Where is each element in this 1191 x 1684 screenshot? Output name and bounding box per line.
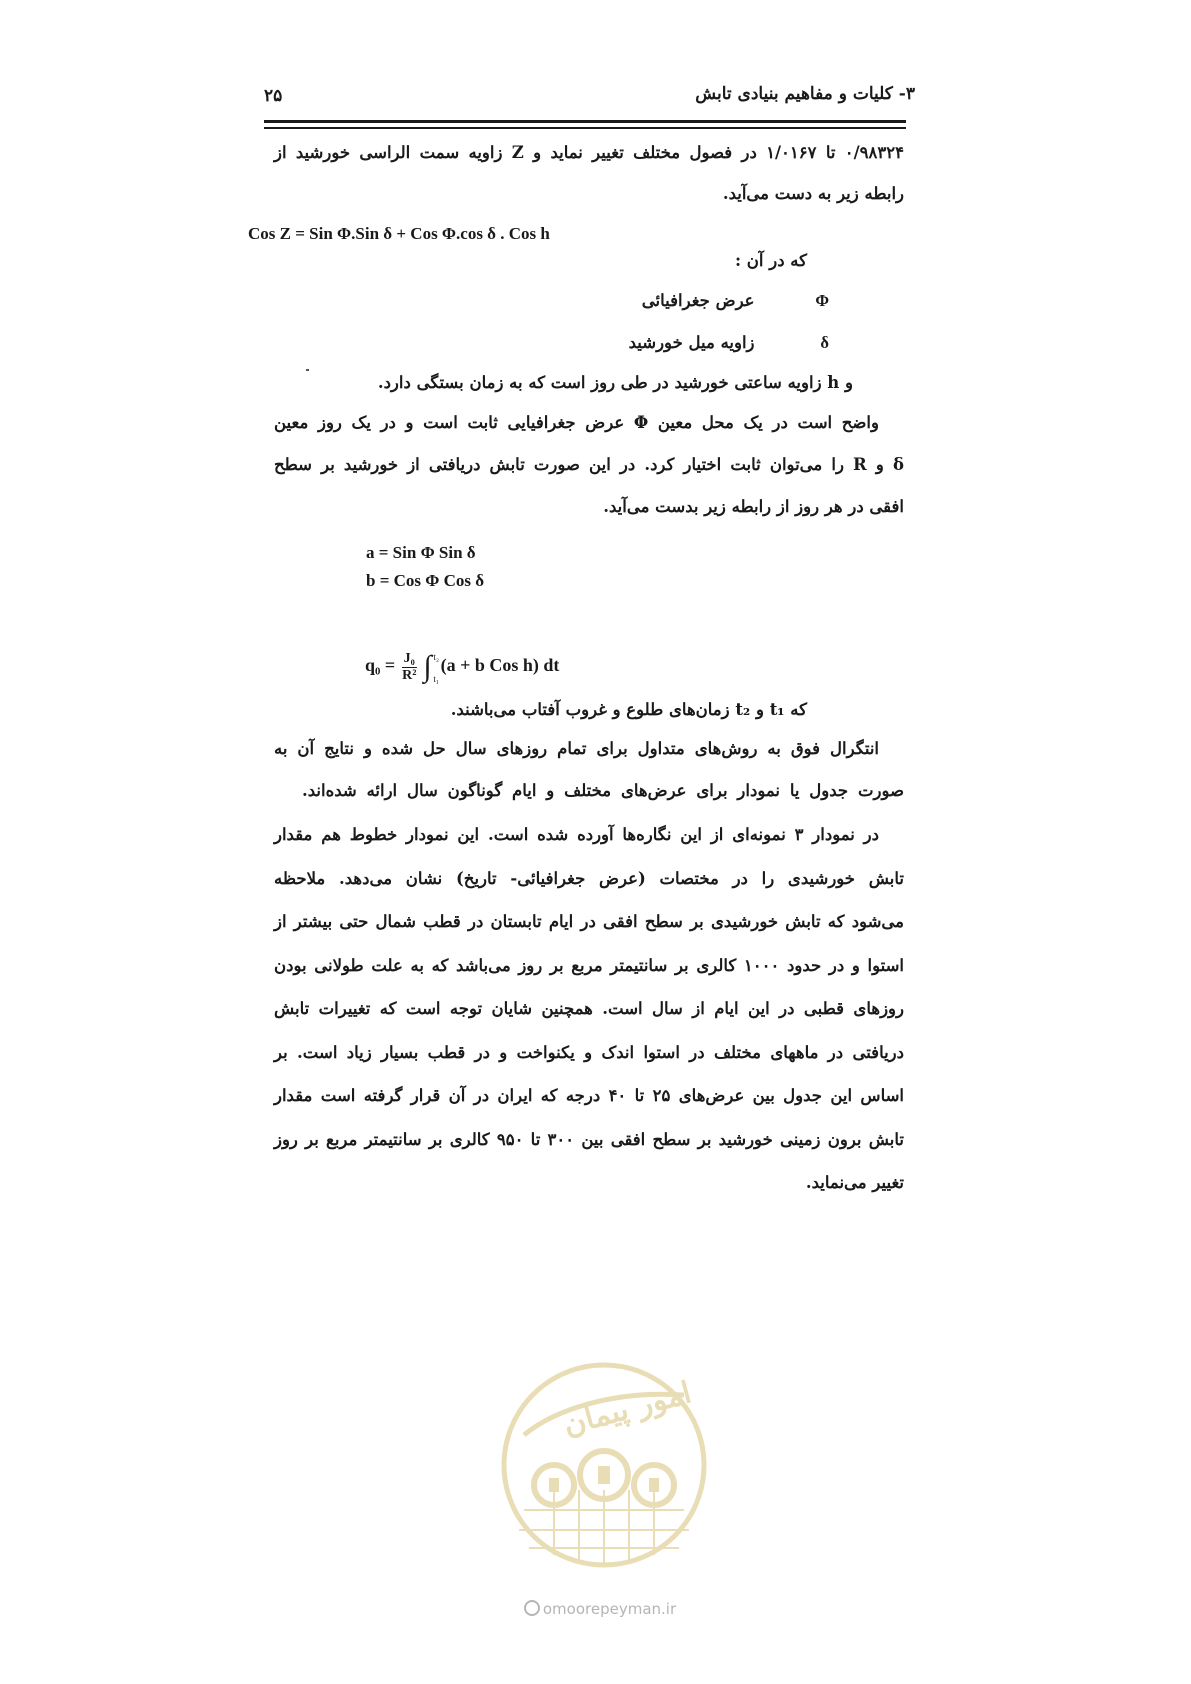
definition-phi bbox=[642, 291, 829, 311]
para3-line-2: تابش خورشیدی را در مختصات (عرض جغرافیائی- تاریخ) نشان می‌دهد. ملاحظه bbox=[274, 869, 904, 888]
watermark-site bbox=[500, 1600, 700, 1618]
q0-lhs: q₀ = bbox=[365, 655, 396, 676]
para3-line-4: استوا و در حدود ۱۰۰۰ کالری بر سانتیمتر مربع بر روز می‌باشد که به علت طولانی بودن bbox=[274, 956, 905, 975]
header-rule-thin bbox=[264, 127, 906, 129]
para3-line-7: اساس این جدول بین عرض‌های ۲۵ تا ۴۰ درجه که ایران در آن قرار گرفته است مقدار bbox=[274, 1086, 905, 1105]
t-definition: که t₁ و t₂ زمان‌های طلوع و غروب آفتاب می‌باشند. bbox=[450, 700, 807, 719]
chapter-title: ۳- کلیات و مفاهیم بنیادی تابش bbox=[695, 84, 915, 104]
para2-line-1: انتگرال فوق به روش‌های متداول برای تمام روزهای سال حل شده و نتایج آن به bbox=[274, 739, 879, 758]
where-label: که در آن : bbox=[734, 251, 807, 270]
equation-b: b = Cos Φ Cos δ bbox=[366, 571, 485, 590]
fraction-denominator: R² bbox=[402, 667, 417, 683]
para3-line-5: روزهای قطبی در این ایام از سال است. همچنین شایان توجه است که تغییرات تابش bbox=[274, 999, 904, 1018]
intro-line-2: رابطه زیر به دست می‌آید. bbox=[722, 184, 904, 203]
equation-a: a = Sin Φ Sin δ bbox=[366, 543, 476, 562]
h-definition: و h زاویه ساعتی خورشید در طی روز است که به زمان بستگی دارد. bbox=[377, 373, 853, 392]
phi-symbol: Φ bbox=[815, 291, 829, 310]
para2-line-2: صورت جدول یا نمودار برای عرض‌های مختلف و ایام گوناگون سال ارائه شده‌اند. bbox=[302, 781, 904, 800]
logo-text: امور پیمان bbox=[559, 1375, 696, 1443]
watermark-logo bbox=[494, 1350, 714, 1590]
integral-lower-limit: t₁ bbox=[433, 674, 440, 684]
para3-line-6: دریافتی در ماههای مختلف در استوا اندک و یکنواخت و در قطب بسیار زیاد است. بر bbox=[274, 1043, 904, 1062]
para3-line-8: تابش برون زمینی خورشید بر سطح افقی بین ۳۰۰ تا ۹۵۰ کالری بر سانتیمتر مربع بر روز bbox=[274, 1130, 904, 1149]
fraction-j0-r2 bbox=[402, 651, 417, 684]
integral-sign: ∫ t₂ t₁ bbox=[423, 650, 440, 684]
integral-upper-limit: t₂ bbox=[433, 652, 440, 662]
delta-symbol: δ bbox=[820, 333, 829, 352]
para1-line-3: افقی در هر روز از رابطه زیر بدست می‌آید. bbox=[603, 497, 904, 516]
para1-line-1: واضح است در یک محل معین Φ عرض جغرافیایی ثابت است و در یک روز معین bbox=[274, 413, 879, 432]
at-icon bbox=[524, 1600, 540, 1616]
para3-line-1: در نمودار ۳ نمونه‌ای از این نگاره‌ها آورده شده است. این نمودار خطوط هم مقدار bbox=[274, 825, 879, 844]
delta-text: زاویه میل خورشید bbox=[628, 333, 755, 352]
stray-mark bbox=[306, 369, 309, 371]
header-rule-thick bbox=[264, 120, 906, 123]
fraction-numerator: J₀ bbox=[403, 650, 415, 666]
integrand: (a + b Cos h) dt bbox=[440, 655, 560, 676]
para3-line-3: می‌شود که تابش خورشیدی بر سطح افقی در ایام تابستان در قطب شمال حتی بیشتر از bbox=[274, 912, 904, 931]
page-number: ۲۵ bbox=[264, 86, 283, 106]
para1-line-2: δ و R را می‌توان ثابت اختیار کرد. در این صورت تابش دریافتی از خورشید بر سطح bbox=[274, 455, 904, 474]
site-url: omoorepeyman.ir bbox=[542, 1600, 677, 1618]
equation-cos-z: Cos Z = Sin Φ.Sin δ + Cos Φ.cos δ . Cos h bbox=[248, 224, 550, 243]
definition-delta bbox=[629, 333, 829, 353]
para3-line-9: تغییر می‌نماید. bbox=[805, 1173, 904, 1192]
intro-line-1: ۰/۹۸۳۲۴ تا ۱/۰۱۶۷ در فصول مختلف تغییر نماید و Z زاویه سمت الراسی خورشید از bbox=[274, 143, 904, 162]
equation-q0 bbox=[365, 650, 559, 684]
phi-text: عرض جغرافیائی bbox=[641, 291, 755, 310]
